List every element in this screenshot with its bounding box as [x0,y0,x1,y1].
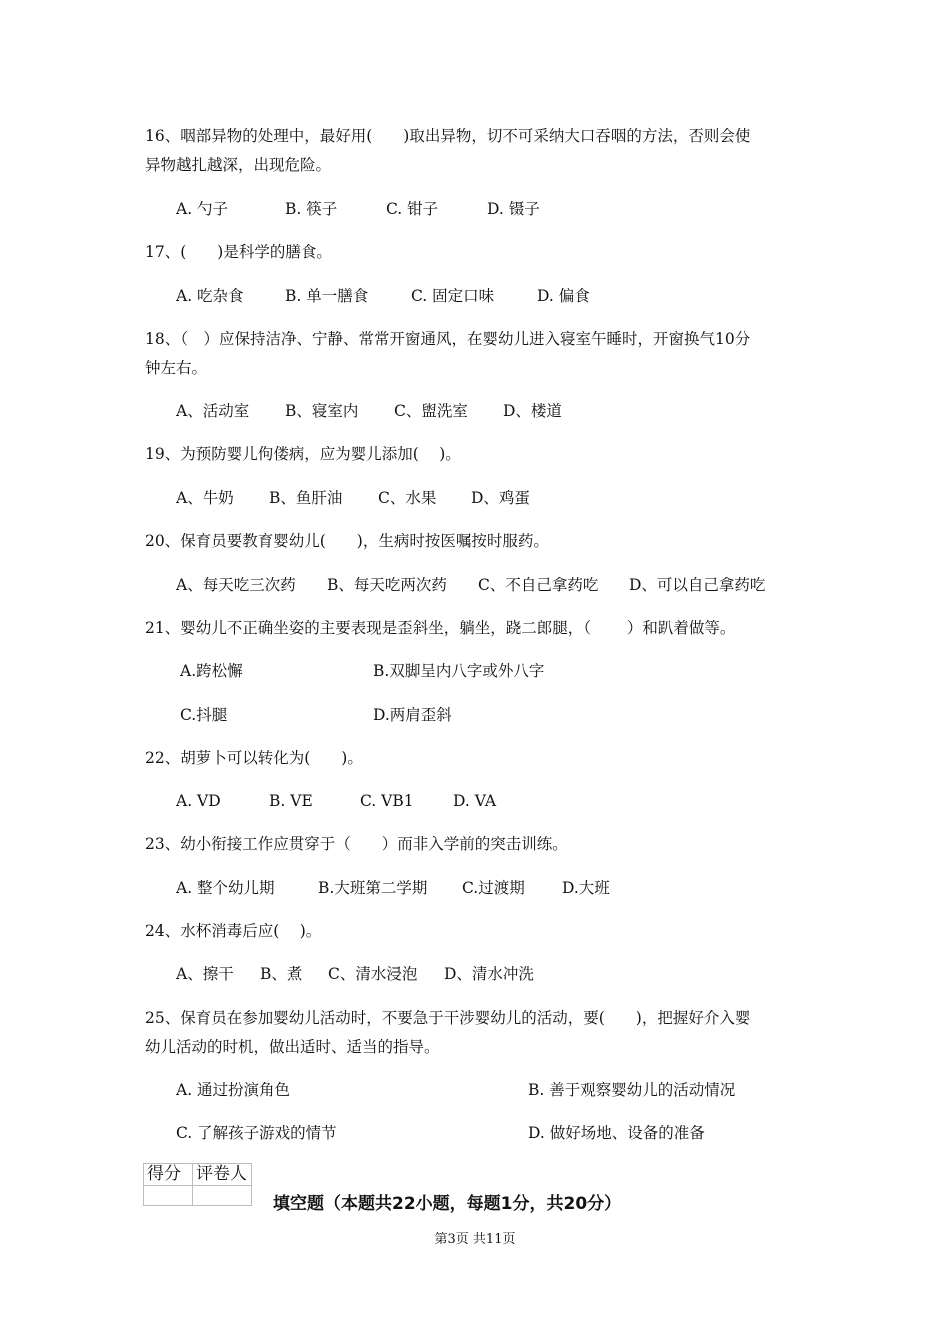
question-24-text: 24、水杯消毒后应( )。 [145,922,322,940]
question-21-text: 21、婴幼儿不正确坐姿的主要表现是歪斜坐，躺坐，跷二郎腿，（ ）和趴着做等。 [145,619,736,637]
question-20-options [176,575,765,595]
question-21-option-a: A.跨松懈 [180,662,243,680]
option-c: C、清水浸泡 [328,965,418,983]
option-a: A. VD [176,792,221,810]
question-18-text: 18、（ ）应保持洁净、宁静、常常开窗通风，在婴幼儿进入寝室午睡时，开窗换气10分 [145,330,751,348]
option-d: D、楼道 [503,402,562,420]
question-23-text: 23、幼小衔接工作应贯穿于（ ）而非入学前的突击训练。 [145,835,568,853]
question-16-text: 16、咽部异物的处理中，最好用( )取出异物，切不可采纳大口吞咽的方法，否则会使 [145,127,751,145]
question-18-options [176,401,562,421]
option-c: C. VB1 [360,792,414,810]
section-title: 填空题（本题共22小题，每题1分，共20分） [273,1194,622,1214]
question-25-text: 25、保育员在参加婴幼儿活动时，不要急于干涉婴幼儿的活动，要( )，把握好介入婴 [145,1009,751,1027]
question-18-text-cont: 钟左右。 [145,359,208,377]
question-17-options [176,286,590,306]
option-c: C. 固定口味 [411,287,495,305]
option-c: C、盥洗室 [394,402,468,420]
option-d: D. 镊子 [487,200,540,218]
question-21-option-d: D.两肩歪斜 [373,706,452,724]
option-a: A、擦干 [176,965,234,983]
question-16-text-cont: 异物越扎越深，出现危险。 [145,156,332,174]
score-grader-table [143,1163,252,1206]
option-b: B、鱼肝油 [269,489,343,507]
grader-cell [193,1186,252,1206]
question-21-option-b: B.双脚呈内八字或外八字 [373,662,545,680]
question-25-option-a: A. 通过扮演角色 [176,1081,291,1099]
option-b: B、煮 [260,965,303,983]
question-21-option-c: C.抖腿 [180,706,228,724]
option-d: D、可以自己拿药吃 [629,576,766,594]
page-footer: 第3页 共11页 [434,1232,516,1247]
option-c: C、水果 [378,489,437,507]
option-d: D.大班 [562,879,610,897]
option-a: A. 吃杂食 [176,287,244,305]
option-a: A、活动室 [176,402,250,420]
option-c: C.过渡期 [462,879,525,897]
option-a: A、牛奶 [176,489,234,507]
question-25-text-cont: 幼儿活动的时机，做出适时、适当的指导。 [145,1038,440,1056]
question-20-text: 20、保育员要教育婴幼儿( )，生病时按医嘱按时服药。 [145,532,549,550]
question-22-text: 22、胡萝卜可以转化为( )。 [145,749,363,767]
option-b: B. VE [269,792,313,810]
option-b: B、寝室内 [285,402,359,420]
option-d: D. 偏食 [537,287,590,305]
question-25-option-d: D. 做好场地、设备的准备 [528,1124,705,1142]
question-24-options [176,964,534,984]
option-d: D、鸡蛋 [471,489,530,507]
option-b: B、每天吃两次药 [327,576,447,594]
question-19-options [176,488,530,508]
option-a: A、每天吃三次药 [176,576,296,594]
question-22-options [176,791,496,811]
option-b: B. 单一膳食 [285,287,369,305]
option-c: C、不自己拿药吃 [478,576,599,594]
option-d: D、清水冲洗 [444,965,534,983]
option-a: A. 整个幼儿期 [176,879,275,897]
question-16-options [176,199,540,219]
option-a: A. 勺子 [176,200,229,218]
option-c: C. 钳子 [386,200,439,218]
question-25-option-c: C. 了解孩子游戏的情节 [176,1124,337,1142]
question-23-options [176,878,610,898]
option-d: D. VA [453,792,497,810]
grader-label: 评卷人 [193,1164,252,1186]
question-19-text: 19、为预防婴儿佝偻病，应为婴儿添加( )。 [145,445,461,463]
question-25-option-b: B. 善于观察婴幼儿的活动情况 [528,1081,736,1099]
option-b: B. 筷子 [285,200,338,218]
question-17-text: 17、( )是科学的膳食。 [145,243,332,261]
score-cell [144,1186,193,1206]
score-label: 得分 [144,1164,193,1186]
option-b: B.大班第二学期 [318,879,428,897]
